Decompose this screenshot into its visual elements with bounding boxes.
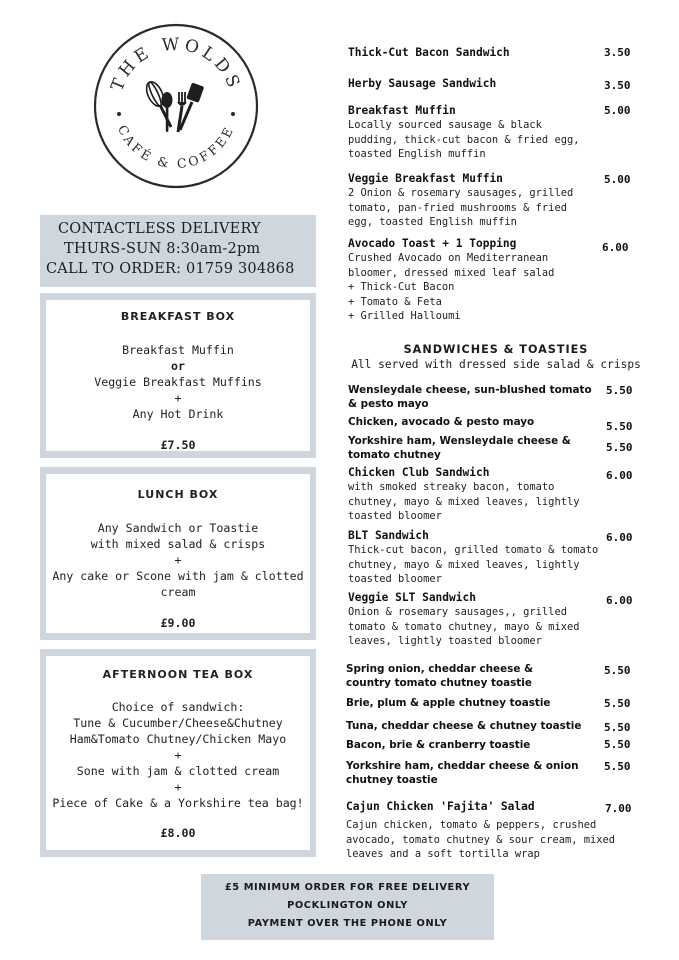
item-desc: pudding, thick-cut bacon & fried egg, <box>348 133 580 146</box>
breakfast-box <box>40 293 316 458</box>
box-line: Choice of sandwich: <box>111 700 245 714</box>
item-desc: toasted English muffin <box>348 148 486 160</box>
box-line: Any cake or Scone with jam & clotted <box>52 569 304 583</box>
item-name: Breakfast Muffin <box>348 104 456 117</box>
item-name: Cajun Chicken 'Fajita' Salad <box>346 800 535 813</box>
box-line: Tune & Cucumber/Cheese&Chutney <box>73 716 283 730</box>
afternoon-tea-box-panel <box>46 656 310 850</box>
item-desc: tomato & tomato chutney, mayo & mixed <box>348 620 580 633</box>
item-price: 5.50 <box>604 760 631 773</box>
menu-item <box>348 415 598 429</box>
cafe-logo <box>92 22 260 190</box>
logo-top-text: THE WOLDS <box>107 34 245 95</box>
menu-item <box>348 529 638 587</box>
item-price: 7.00 <box>605 802 632 815</box>
item-desc: toasted bloomer <box>348 510 442 522</box>
box-price: £8.00 <box>160 826 196 840</box>
box-line: + <box>174 780 182 794</box>
item-name: Spring onion, cheddar cheese & country tomato chutney toastie <box>346 663 534 689</box>
contact-banner <box>40 215 316 287</box>
item-desc: Onion & rosemary sausages,, grilled <box>348 606 567 618</box>
item-name: Thick-Cut Bacon Sandwich <box>348 46 510 59</box>
item-desc: tomato, pan-fried mushrooms & fried <box>348 201 567 214</box>
item-name: Bacon, brie & cranberry toastie <box>346 739 531 751</box>
item-name: Herby Sausage Sandwich <box>348 77 497 90</box>
logo-graphic <box>92 22 260 190</box>
box-title: LUNCH BOX <box>137 488 219 501</box>
item-price: 3.50 <box>604 79 631 92</box>
item-desc: Thick-cut bacon, grilled tomato & tomato <box>348 544 599 556</box>
item-desc: + Grilled Halloumi <box>348 310 461 322</box>
item-price: 5.50 <box>606 441 633 454</box>
phone-number[interactable]: CALL TO ORDER: 01759 304868 <box>46 261 295 277</box>
payment-note: PAYMENT OVER THE PHONE ONLY <box>247 918 448 929</box>
box-line: + <box>174 748 182 762</box>
box-line: with mixed salad & crisps <box>90 537 266 551</box>
item-price: 6.00 <box>606 531 633 544</box>
menu-item <box>348 104 638 162</box>
item-price: 3.50 <box>604 46 631 59</box>
box-line: Any Sandwich or Toastie <box>97 521 259 535</box>
item-price: 5.50 <box>604 721 631 734</box>
section-subtitle: All served with dressed side salad & crisps <box>351 358 641 371</box>
menu-item <box>348 77 638 91</box>
menu-item <box>346 696 586 710</box>
menu-item <box>346 738 586 752</box>
box-line: or <box>171 359 185 373</box>
box-price: £9.00 <box>160 616 196 630</box>
box-line: Piece of Cake & a Yorkshire tea bag! <box>52 796 304 810</box>
item-price: 5.50 <box>606 384 633 397</box>
item-name: BLT Sandwich <box>348 529 429 542</box>
item-name: Yorkshire ham, Wensleydale cheese & tomato chutney <box>348 435 571 461</box>
item-name: Yorkshire ham, cheddar cheese & onion chutney toastie <box>346 760 579 786</box>
afternoon-tea-box <box>40 649 316 857</box>
item-name: Wensleydale cheese, sun-blushed tomato & pesto mayo <box>348 384 592 410</box>
item-name: Brie, plum & apple chutney toastie <box>346 697 551 709</box>
logo-bottom-text: CAFÉ & COFFEE <box>114 122 238 172</box>
section-title: SANDWICHES & TOASTIES <box>403 343 589 356</box>
menu-item <box>346 800 646 862</box>
item-price: 6.00 <box>602 241 629 254</box>
breakfast-box-panel <box>46 300 310 451</box>
item-price: 5.00 <box>604 104 631 117</box>
item-name: Chicken Club Sandwich <box>348 466 490 479</box>
box-title: AFTERNOON TEA BOX <box>102 668 254 681</box>
menu-item <box>348 591 638 649</box>
box-line: Ham&Tomato Chutney/Chicken Mayo <box>69 732 287 746</box>
item-desc: Locally sourced sausage & black <box>348 119 542 131</box>
delivery-area-note: POCKLINGTON ONLY <box>287 900 408 911</box>
menu-item <box>348 383 598 411</box>
lunch-box <box>40 467 316 640</box>
item-desc: + Tomato & Feta <box>348 295 442 308</box>
minimum-order-note: £5 MINIMUM ORDER FOR FREE DELIVERY <box>224 882 471 893</box>
item-price: 6.00 <box>606 594 633 607</box>
item-name: Chicken, avocado & pesto mayo <box>348 416 535 428</box>
item-name: Tuna, cheddar cheese & chutney toastie <box>346 720 582 732</box>
item-desc: + Thick-Cut Bacon <box>348 281 455 293</box>
delivery-footer <box>201 874 494 940</box>
item-desc: egg, toasted English muffin <box>348 216 517 228</box>
menu-item <box>346 662 566 690</box>
delivery-heading: CONTACTLESS DELIVERY <box>58 221 261 237</box>
spatula-icon <box>180 82 204 130</box>
item-desc: chutney, mayo & mixed leaves, lightly <box>348 558 580 571</box>
lunch-box-panel <box>46 474 310 633</box>
item-name: Veggie Breakfast Muffin <box>348 172 503 185</box>
menu-item <box>346 759 582 787</box>
sandwiches-heading <box>348 343 644 371</box>
item-desc: with smoked streaky bacon, tomato <box>348 481 555 493</box>
item-price: 5.50 <box>604 664 631 677</box>
menu-item <box>346 719 596 733</box>
item-price: 5.50 <box>606 420 633 433</box>
menu-item <box>348 46 638 60</box>
menu-item <box>348 172 638 230</box>
box-line: Breakfast Muffin <box>122 343 234 357</box>
item-desc: Cajun chicken, tomato & peppers, crushed <box>346 819 597 831</box>
box-line: + <box>174 553 182 567</box>
item-price: 5.50 <box>604 697 631 710</box>
box-line: Veggie Breakfast Muffins <box>94 375 262 389</box>
item-desc: toasted bloomer <box>348 573 442 585</box>
item-desc: Crushed Avocado on Mediterranean <box>348 252 549 264</box>
box-line: Any Hot Drink <box>132 407 224 421</box>
box-title: BREAKFAST BOX <box>120 310 236 323</box>
item-desc: leaves, lightly toasted bloomer <box>348 635 542 647</box>
item-price: 6.00 <box>606 469 633 482</box>
item-desc: bloomer, dressed mixed leaf salad <box>348 266 555 279</box>
box-line: cream <box>160 585 196 599</box>
box-line: Sone with jam & clotted cream <box>76 764 280 778</box>
item-desc: leaves and a soft tortilla wrap <box>346 848 540 860</box>
menu-item <box>348 434 588 462</box>
box-line: + <box>174 391 182 405</box>
item-desc: 2 Onion & rosemary sausages, grilled <box>348 187 574 199</box>
opening-hours: THURS-SUN 8:30am-2pm <box>64 241 261 257</box>
item-name: Veggie SLT Sandwich <box>348 591 476 604</box>
item-desc: chutney, mayo & mixed leaves, lightly <box>348 495 580 508</box>
item-price: 5.00 <box>604 173 631 186</box>
menu-item <box>348 466 638 524</box>
item-desc: avocado, tomato chutney & sour cream, mixed <box>346 833 615 846</box>
item-name: Avocado Toast + 1 Topping <box>348 237 517 250</box>
item-price: 5.50 <box>604 738 631 751</box>
menu-item <box>348 237 638 324</box>
box-price: £7.50 <box>160 438 196 452</box>
